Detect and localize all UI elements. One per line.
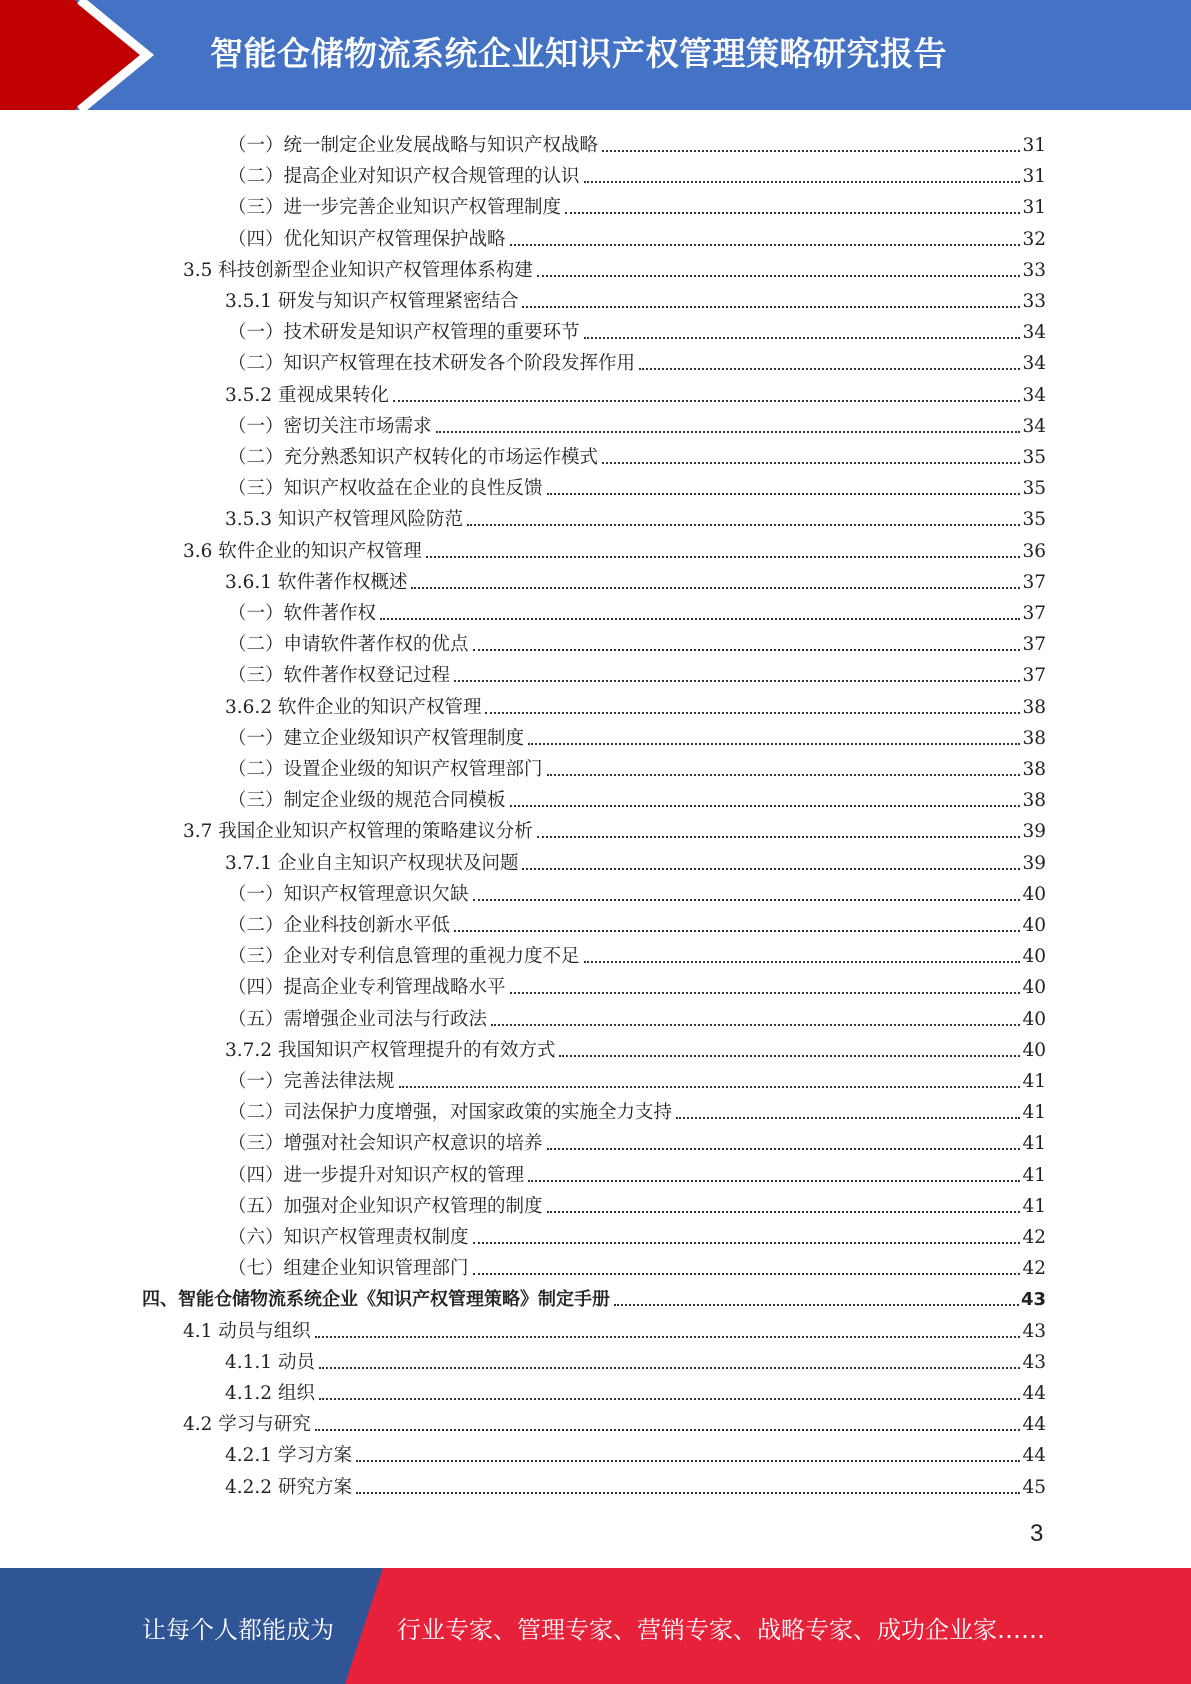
toc-entry-label: （七）组建企业知识管理部门 <box>228 1258 469 1279</box>
toc-entry-label: 4.2.1 学习方案 <box>225 1445 352 1466</box>
toc-entry[interactable] <box>183 1314 1046 1344</box>
toc-entry[interactable] <box>183 1407 1046 1437</box>
toc-entry-label: （二）知识产权管理在技术研发各个阶段发挥作用 <box>228 353 636 374</box>
toc-entry[interactable] <box>225 1345 1046 1375</box>
toc-dot-leader <box>547 1148 1021 1150</box>
toc-entry[interactable] <box>228 596 1046 626</box>
toc-entry-page: 38 <box>1022 728 1046 749</box>
toc-entry-label: 3.6.2 软件企业的知识产权管理 <box>225 697 482 718</box>
toc-entry-label: （四）提高企业专利管理战略水平 <box>228 977 506 998</box>
toc-entry[interactable] <box>225 1470 1046 1500</box>
toc-entry-label: （一）密切关注市场需求 <box>228 416 432 437</box>
toc-dot-leader <box>510 992 1021 994</box>
toc-dot-leader <box>522 868 1020 870</box>
toc-entry-page: 38 <box>1022 759 1046 780</box>
toc-entry-page: 31 <box>1022 166 1046 187</box>
toc-entry-label: （一）统一制定企业发展战略与知识产权战略 <box>228 135 599 156</box>
toc-entry[interactable] <box>225 284 1046 314</box>
toc-entry[interactable] <box>228 190 1046 220</box>
toc-dot-leader <box>602 462 1020 464</box>
page-number: 3 <box>1030 1520 1044 1547</box>
toc-entry-page: 36 <box>1022 541 1046 562</box>
toc-entry[interactable] <box>228 1095 1046 1125</box>
toc-dot-leader <box>491 1024 1020 1026</box>
toc-entry[interactable] <box>228 1251 1046 1281</box>
toc-dot-leader <box>584 961 1021 963</box>
toc-entry-page: 42 <box>1022 1227 1046 1248</box>
toc-entry-page: 40 <box>1022 946 1046 967</box>
toc-entry-page: 42 <box>1022 1258 1046 1279</box>
toc-entry-label: 3.5 科技创新型企业知识产权管理体系构建 <box>183 260 533 281</box>
toc-entry-page: 40 <box>1022 977 1046 998</box>
toc-entry-label: （六）知识产权管理责权制度 <box>228 1227 469 1248</box>
toc-dot-leader <box>537 836 1021 838</box>
toc-dot-leader <box>467 524 1020 526</box>
toc-entry-label: 3.5.1 研发与知识产权管理紧密结合 <box>225 291 519 312</box>
toc-entry-label: 3.5.2 重视成果转化 <box>225 385 389 406</box>
toc-dot-leader <box>411 587 1020 589</box>
toc-entry-page: 43 <box>1022 1352 1046 1373</box>
toc-entry-page: 38 <box>1022 697 1046 718</box>
toc-entry[interactable] <box>183 534 1046 564</box>
toc-entry[interactable] <box>228 627 1046 657</box>
toc-entry-label: 3.6.1 软件著作权概述 <box>225 572 408 593</box>
toc-entry[interactable] <box>228 1126 1046 1156</box>
toc-entry[interactable] <box>228 908 1046 938</box>
toc-entry-page: 40 <box>1022 884 1046 905</box>
toc-dot-leader <box>315 1336 1021 1338</box>
toc-entry-page: 44 <box>1022 1414 1046 1435</box>
page-header <box>0 0 1191 110</box>
toc-entry-page: 34 <box>1022 322 1046 343</box>
toc-entry-page: 41 <box>1022 1102 1046 1123</box>
toc-entry-label: 四、智能仓储物流系统企业《知识产权管理策略》制定手册 <box>142 1289 610 1310</box>
toc-dot-leader <box>473 899 1021 901</box>
toc-entry-page: 40 <box>1022 1040 1046 1061</box>
toc-dot-leader <box>528 1180 1020 1182</box>
toc-entry[interactable] <box>225 1438 1046 1468</box>
toc-entry[interactable] <box>228 1064 1046 1094</box>
toc-dot-leader <box>676 1117 1020 1119</box>
toc-entry-label: （一）完善法律法规 <box>228 1071 395 1092</box>
toc-dot-leader <box>473 1273 1021 1275</box>
toc-entry-label: （二）提高企业对知识产权合规管理的认识 <box>228 166 580 187</box>
toc-entry[interactable] <box>228 159 1046 189</box>
toc-entry-label: 4.1 动员与组织 <box>183 1321 311 1342</box>
toc-entry-page: 43 <box>1022 1321 1046 1342</box>
toc-entry-label: （一）技术研发是知识产权管理的重要环节 <box>228 322 580 343</box>
toc-entry-label: （一）知识产权管理意识欠缺 <box>228 884 469 905</box>
toc-entry[interactable] <box>225 690 1046 720</box>
toc-entry[interactable] <box>228 783 1046 813</box>
toc-entry-page: 37 <box>1022 665 1046 686</box>
toc-entry-page: 37 <box>1022 603 1046 624</box>
toc-entry-page: 31 <box>1022 135 1046 156</box>
toc-entry-page: 35 <box>1022 447 1046 468</box>
toc-entry-page: 39 <box>1022 821 1046 842</box>
toc-entry[interactable] <box>183 253 1046 283</box>
toc-dot-leader <box>315 1429 1021 1431</box>
toc-entry-page: 37 <box>1022 572 1046 593</box>
toc-entry-page: 38 <box>1022 790 1046 811</box>
toc-entry[interactable] <box>228 970 1046 1000</box>
toc-entry-page: 34 <box>1022 353 1046 374</box>
toc-dot-leader <box>528 743 1020 745</box>
toc-entry-page: 35 <box>1022 509 1046 530</box>
toc-entry[interactable] <box>228 721 1046 751</box>
toc-entry[interactable] <box>228 1220 1046 1250</box>
toc-entry-label: 3.6 软件企业的知识产权管理 <box>183 541 422 562</box>
toc-entry-page: 32 <box>1022 229 1046 250</box>
toc-entry-page: 41 <box>1022 1071 1046 1092</box>
toc-dot-leader <box>547 493 1021 495</box>
toc-entry-page: 40 <box>1022 915 1046 936</box>
toc-dot-leader <box>565 212 1020 214</box>
toc-dot-leader <box>356 1460 1021 1462</box>
toc-entry[interactable] <box>228 1189 1046 1219</box>
toc-entry[interactable] <box>228 440 1046 470</box>
toc-entry-label: （一）建立企业级知识产权管理制度 <box>228 728 525 749</box>
toc-entry-label: （二）设置企业级的知识产权管理部门 <box>228 759 543 780</box>
toc-entry-page: 33 <box>1022 260 1046 281</box>
toc-entry-label: 4.2 学习与研究 <box>183 1414 311 1435</box>
toc-dot-leader <box>510 805 1021 807</box>
toc-entry[interactable] <box>228 658 1046 688</box>
toc-dot-leader <box>559 1055 1020 1057</box>
toc-entry[interactable] <box>228 939 1046 969</box>
toc-entry-label: （三）进一步完善企业知识产权管理制度 <box>228 197 562 218</box>
toc-entry[interactable] <box>228 1158 1046 1188</box>
toc-entry-page: 39 <box>1022 853 1046 874</box>
toc-entry-label: 4.2.2 研究方案 <box>225 1477 352 1498</box>
toc-entry[interactable] <box>225 502 1046 532</box>
toc-entry-page: 35 <box>1022 478 1046 499</box>
toc-entry-label: （三）软件著作权登记过程 <box>228 665 451 686</box>
toc-entry-label: （三）增强对社会知识产权意识的培养 <box>228 1133 543 1154</box>
toc-entry[interactable] <box>228 128 1046 158</box>
toc-entry[interactable] <box>228 315 1046 345</box>
page-footer <box>0 1568 1191 1684</box>
toc-dot-leader <box>356 1492 1021 1494</box>
toc-entry[interactable] <box>228 877 1046 907</box>
toc-entry[interactable] <box>225 565 1046 595</box>
toc-entry-page: 43 <box>1020 1289 1046 1310</box>
toc-entry-label: （三）企业对专利信息管理的重视力度不足 <box>228 946 580 967</box>
toc-dot-leader <box>473 649 1021 651</box>
toc-entry[interactable] <box>142 1282 1046 1312</box>
toc-entry-label: （二）企业科技创新水平低 <box>228 915 451 936</box>
toc-dot-leader <box>584 337 1021 339</box>
toc-dot-leader <box>436 431 1021 433</box>
toc-entry-page: 44 <box>1022 1383 1046 1404</box>
toc-entry[interactable] <box>225 1376 1046 1406</box>
toc-entry-page: 44 <box>1022 1445 1046 1466</box>
toc-entry-page: 34 <box>1022 416 1046 437</box>
toc-entry[interactable] <box>228 471 1046 501</box>
toc-dot-leader <box>510 244 1021 246</box>
toc-entry[interactable] <box>228 1002 1046 1032</box>
toc-entry-label: 3.7 我国企业知识产权管理的策略建议分析 <box>183 821 533 842</box>
toc-entry-label: （四）优化知识产权管理保护战略 <box>228 229 506 250</box>
toc-entry[interactable] <box>225 378 1046 408</box>
toc-entry-page: 31 <box>1022 197 1046 218</box>
toc-entry[interactable] <box>228 409 1046 439</box>
toc-entry-label: 3.5.3 知识产权管理风险防范 <box>225 509 463 530</box>
toc-dot-leader <box>639 368 1020 370</box>
toc-dot-leader <box>319 1398 1021 1400</box>
toc-entry-label: （二）司法保护力度增强，对国家政策的实施全力支持 <box>228 1102 673 1123</box>
toc-entry-page: 37 <box>1022 634 1046 655</box>
toc-dot-leader <box>485 712 1020 714</box>
toc-dot-leader <box>426 556 1021 558</box>
footer-slogan-right: 行业专家、管理专家、营销专家、战略专家、成功企业家…… <box>397 1616 1045 1644</box>
toc-entry[interactable] <box>228 346 1046 376</box>
toc-dot-leader <box>380 618 1020 620</box>
toc-dot-leader <box>454 680 1020 682</box>
toc-entry-page: 34 <box>1022 385 1046 406</box>
toc-entry-page: 33 <box>1022 291 1046 312</box>
toc-entry[interactable] <box>228 752 1046 782</box>
toc-entry[interactable] <box>183 814 1046 844</box>
toc-dot-leader <box>454 930 1020 932</box>
toc-dot-leader <box>399 1086 1021 1088</box>
toc-entry-page: 45 <box>1022 1477 1046 1498</box>
toc-dot-leader <box>584 181 1021 183</box>
toc-dot-leader <box>473 1242 1021 1244</box>
toc-entry-label: （五）需增强企业司法与行政法 <box>228 1009 488 1030</box>
toc-entry[interactable] <box>228 222 1046 252</box>
toc-entry-label: 3.7.1 企业自主知识产权现状及问题 <box>225 853 519 874</box>
toc-dot-leader <box>522 306 1020 308</box>
toc-entry-label: （三）制定企业级的规范合同模板 <box>228 790 506 811</box>
toc-entry-label: （五）加强对企业知识产权管理的制度 <box>228 1196 543 1217</box>
toc-entry-page: 41 <box>1022 1133 1046 1154</box>
toc-dot-leader <box>393 400 1020 402</box>
toc-entry-label: （一）软件著作权 <box>228 603 377 624</box>
toc-entry-label: （二）充分熟悉知识产权转化的市场运作模式 <box>228 447 599 468</box>
toc-dot-leader <box>614 1304 1019 1306</box>
footer-slogan-left: 让每个人都能成为 <box>142 1616 334 1644</box>
toc-dot-leader <box>319 1367 1021 1369</box>
toc-dot-leader <box>537 275 1021 277</box>
toc-entry[interactable] <box>225 1033 1046 1063</box>
report-title: 智能仓储物流系统企业知识产权管理策略研究报告 <box>210 34 947 73</box>
toc-entry-label: （三）知识产权收益在企业的良性反馈 <box>228 478 543 499</box>
toc-entry-page: 41 <box>1022 1165 1046 1186</box>
toc-entry[interactable] <box>225 846 1046 876</box>
toc-entry-label: 4.1.2 组织 <box>225 1383 315 1404</box>
toc-dot-leader <box>547 1211 1021 1213</box>
toc-entry-page: 40 <box>1022 1009 1046 1030</box>
toc-entry-label: （二）申请软件著作权的优点 <box>228 634 469 655</box>
toc-entry-label: 4.1.1 动员 <box>225 1352 315 1373</box>
toc-entry-page: 41 <box>1022 1196 1046 1217</box>
toc-dot-leader <box>547 774 1021 776</box>
toc-entry-label: （四）进一步提升对知识产权的管理 <box>228 1165 525 1186</box>
toc-entry-label: 3.7.2 我国知识产权管理提升的有效方式 <box>225 1040 556 1061</box>
toc-dot-leader <box>602 150 1020 152</box>
